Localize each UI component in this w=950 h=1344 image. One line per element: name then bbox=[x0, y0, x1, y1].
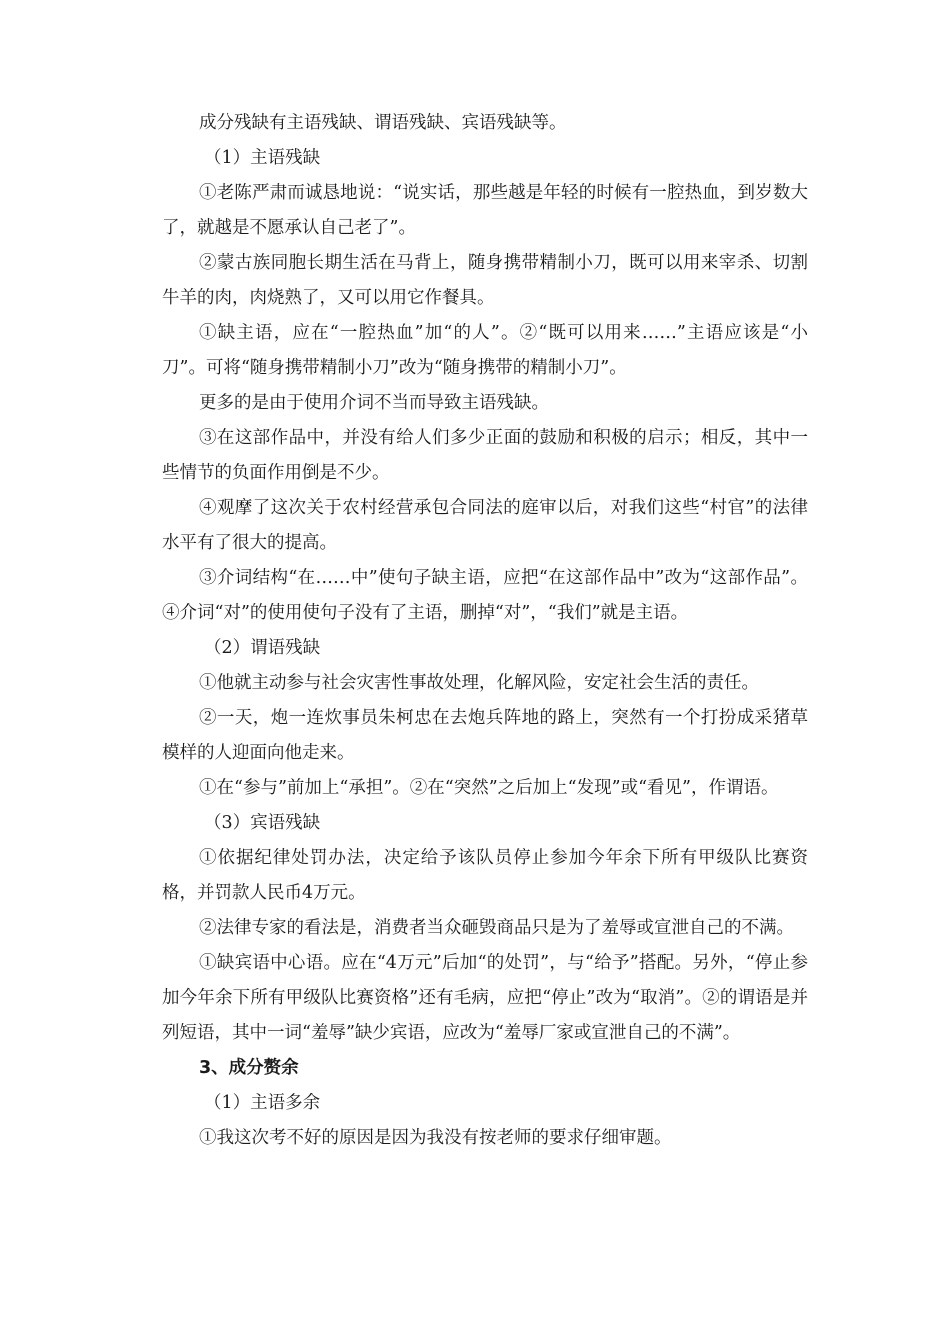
section-title: （3）宾语残缺 bbox=[204, 813, 321, 833]
example-sentence: ②一天，炮一连炊事员朱柯忠在去炮兵阵地的路上，突然有一个打扮成采猪草模样的人迎面向他走来。 bbox=[162, 708, 808, 763]
example-sentence: ①我这次考不好的原因是因为我没有按老师的要求仔细审题。 bbox=[199, 1128, 672, 1148]
example-sentence: ①老陈严肃而诚恳地说：“说实话，那些越是年轻的时候有一腔热血，到岁数大了，就越是不愿承认自己老了”。 bbox=[162, 183, 808, 238]
explanation: ③介词结构“在……中”使句子缺主语，应把“在这部作品中”改为“这部作品”。④介词“对”的使用使句子没有了主语，删掉“对”，“我们”就是主语。 bbox=[162, 568, 808, 623]
example-sentence: ③在这部作品中，并没有给人们多少正面的鼓励和积极的启示；相反，其中一些情节的负面作用倒是不少。 bbox=[162, 428, 808, 483]
section-title: （1）主语多余 bbox=[204, 1093, 321, 1113]
example-sentence: ②蒙古族同胞长期生活在马背上，随身携带精制小刀，既可以用来宰杀、切割牛羊的肉，肉烧熟了，又可以用它作餐具。 bbox=[162, 253, 808, 308]
section-title: （1）主语残缺 bbox=[204, 148, 321, 168]
document-page bbox=[162, 106, 808, 1156]
example-sentence: ①依据纪律处罚办法，决定给予该队员停止参加今年余下所有甲级队比赛资格，并罚款人民币4万元。 bbox=[162, 848, 808, 903]
explanation: ①缺主语，应在“一腔热血”加“的人”。②“既可以用来……”主语应该是“小刀”。可将“随身携带精制小刀”改为“随身携带的精制小刀”。 bbox=[162, 323, 808, 378]
paragraph: 成分残缺有主语残缺、谓语残缺、宾语残缺等。 bbox=[199, 113, 567, 133]
explanation: ①缺宾语中心语。应在“4万元”后加“的处罚”，与“给予”搭配。另外，“停止参加今年余下所有甲级队比赛资格”还有毛病，应把“停止”改为“取消”。②的谓语是并列短语，其中一词“羞辱”缺少宾语，应改为“羞辱厂家或宣泄自己的不满”。 bbox=[162, 953, 808, 1043]
example-sentence: ②法律专家的看法是，消费者当众砸毁商品只是为了羞辱或宣泄自己的不满。 bbox=[199, 918, 794, 938]
explanation: ①在“参与”前加上“承担”。②在“突然”之后加上“发现”或“看见”，作谓语。 bbox=[199, 778, 779, 798]
paragraph: 更多的是由于使用介词不当而导致主语残缺。 bbox=[199, 393, 549, 413]
section-title: （2）谓语残缺 bbox=[204, 638, 321, 658]
chapter-heading: 3、成分赘余 bbox=[199, 1058, 299, 1078]
example-sentence: ④观摩了这次关于农村经营承包合同法的庭审以后，对我们这些“村官”的法律水平有了很大的提高。 bbox=[162, 498, 808, 553]
example-sentence: ①他就主动参与社会灾害性事故处理，化解风险，安定社会生活的责任。 bbox=[199, 673, 759, 693]
